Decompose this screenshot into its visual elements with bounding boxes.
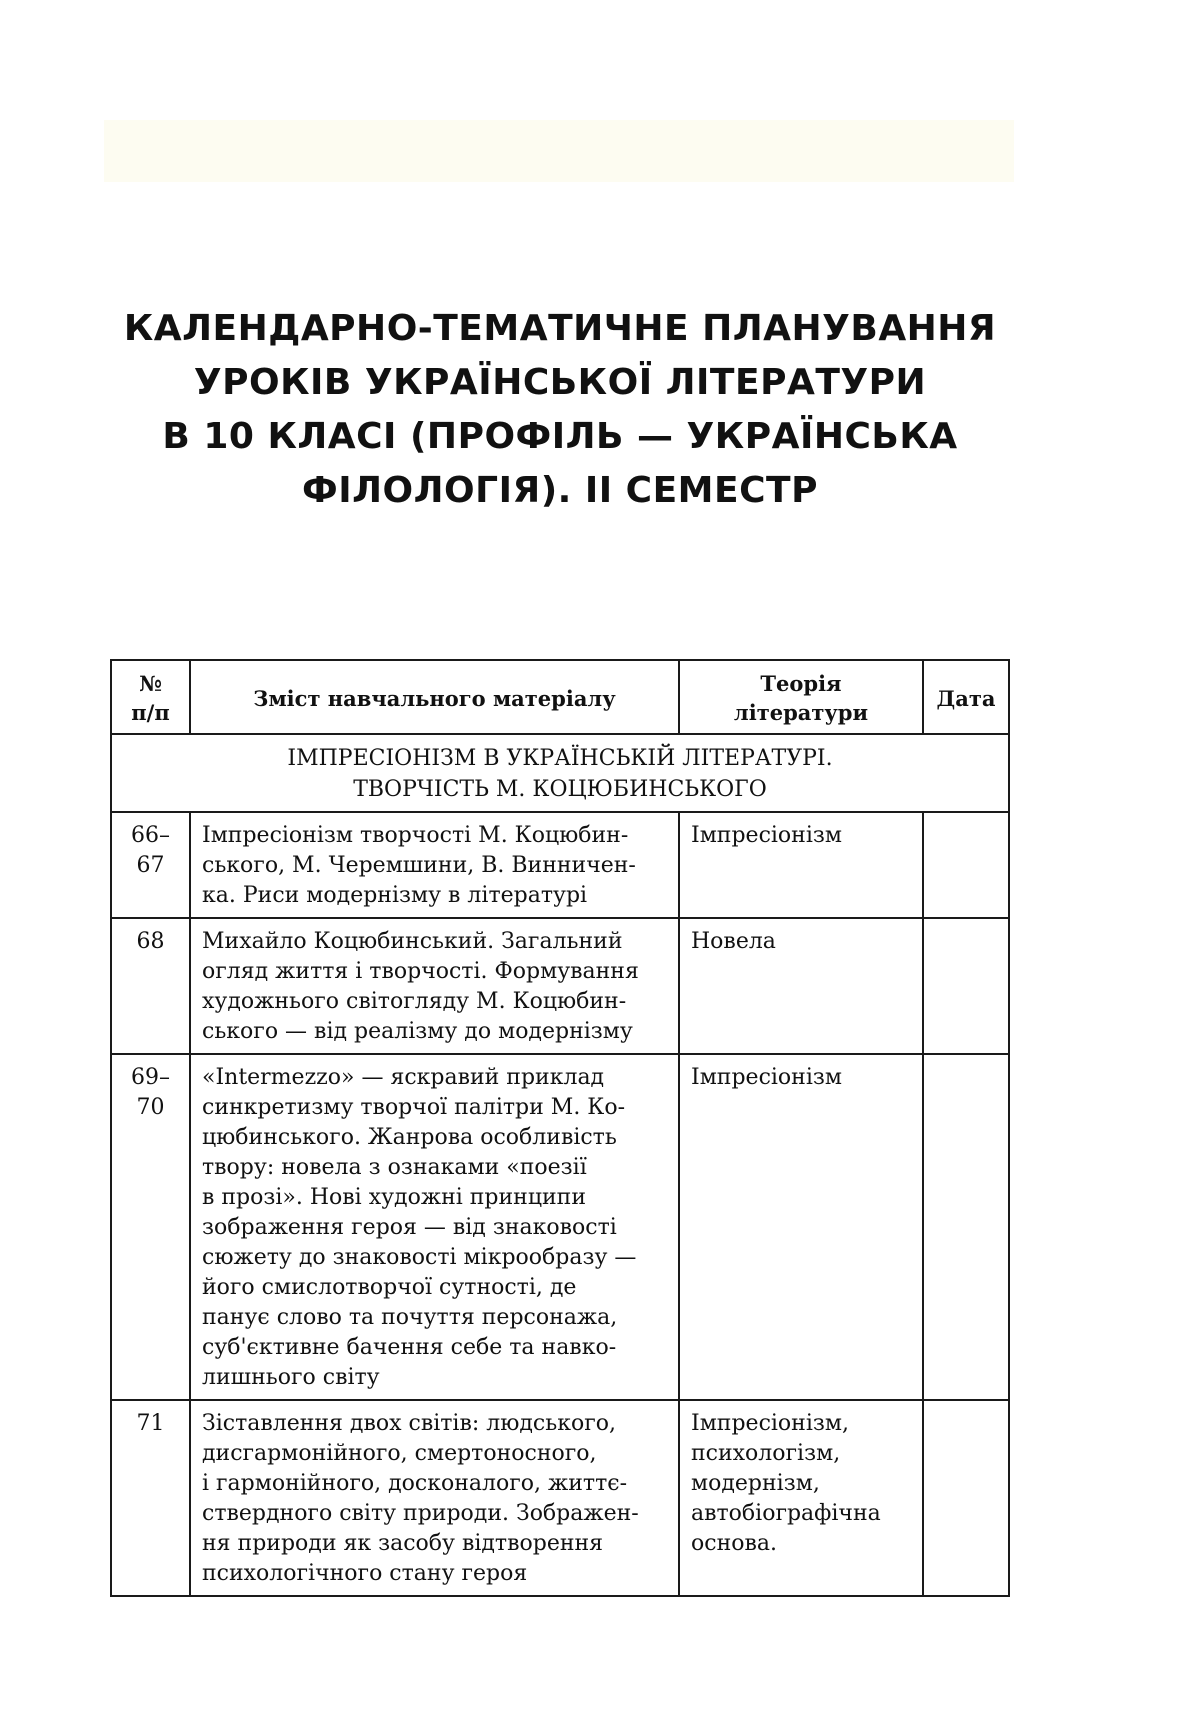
content-line: Зіставлення двох світів: людського, [202, 1411, 616, 1436]
theory-line: модернізм, [691, 1471, 820, 1496]
table-row [111, 1400, 1009, 1596]
lesson-date [923, 1400, 1009, 1596]
header-number-line: п/п [131, 700, 170, 725]
lesson-date [923, 918, 1009, 1054]
content-line: ня природи як засобу відтворення [202, 1531, 604, 1556]
content-line: ствердного світу природи. Зображен- [202, 1501, 639, 1526]
content-line: суб'єктивне бачення себе та навко- [202, 1335, 617, 1360]
title-line: В 10 КЛАСІ (ПРОФІЛЬ — УКРАЇНСЬКА [162, 416, 958, 457]
theory-line: Імпресіонізм [691, 823, 842, 848]
lesson-number-line: 66– [131, 823, 170, 848]
lesson-number [111, 918, 190, 1054]
table-row [111, 918, 1009, 1054]
header-content: Зміст навчального матеріалу [190, 660, 679, 734]
content-line: ського — від реалізму до модернізму [202, 1019, 633, 1044]
content-line: психологічного стану героя [202, 1561, 528, 1586]
top-highlight-band [104, 120, 1014, 182]
lesson-theory [679, 812, 923, 918]
section-title-line: ІМПРЕСІОНІЗМ В УКРАЇНСЬКІЙ ЛІТЕРАТУРІ. [287, 746, 833, 771]
theory-line: автобіографічна [691, 1501, 881, 1526]
lesson-theory [679, 1054, 923, 1400]
lesson-number-line: 67 [136, 853, 165, 878]
lesson-number [111, 1400, 190, 1596]
lesson-number-line: 70 [136, 1095, 165, 1120]
content-line: художнього світогляду М. Коцюбин- [202, 989, 627, 1014]
section-row [111, 734, 1009, 812]
header-number [111, 660, 190, 734]
table-row [111, 812, 1009, 918]
lesson-content [190, 1054, 679, 1400]
header-date: Дата [923, 660, 1009, 734]
title-line: КАЛЕНДАРНО-ТЕМАТИЧНЕ ПЛАНУВАННЯ [123, 308, 997, 349]
content-line: Михайло Коцюбинський. Загальний [202, 929, 623, 954]
section-title-line: ТВОРЧІСТЬ М. КОЦЮБИНСЬКОГО [353, 777, 767, 802]
theory-line: психологізм, [691, 1441, 841, 1466]
content-line: ського, М. Черемшини, В. Винничен- [202, 853, 636, 878]
content-line: «Intermezzo» — яскравий приклад [202, 1065, 605, 1090]
lesson-content [190, 1400, 679, 1596]
content-line: синкретизму творчої палітри М. Ко- [202, 1095, 626, 1120]
content-line: його смислотворчої сутності, де [202, 1275, 577, 1300]
lesson-number [111, 1054, 190, 1400]
content-line: зображення героя — від знаковості [202, 1215, 617, 1240]
content-line: лишнього світу [202, 1365, 380, 1390]
header-theory [679, 660, 923, 734]
lesson-number-line: 69– [131, 1065, 170, 1090]
content-line: Імпресіонізм творчості М. Коцюбин- [202, 823, 629, 848]
content-line: ка. Риси модернізму в літературі [202, 883, 588, 908]
content-line: і гармонійного, досконалого, життє- [202, 1471, 628, 1496]
content-line: твору: новела з ознаками «поезії [202, 1155, 587, 1180]
lesson-theory [679, 918, 923, 1054]
header-theory-line: Теорія [760, 671, 842, 696]
title-line: ФІЛОЛОГІЯ). ІІ СЕМЕСТР [302, 470, 818, 511]
header-theory-line: літератури [733, 700, 869, 725]
content-line: дисгармонійного, смертоносного, [202, 1441, 597, 1466]
lesson-theory [679, 1400, 923, 1596]
lesson-content [190, 812, 679, 918]
lesson-date [923, 812, 1009, 918]
lesson-plan-table [110, 659, 1010, 1597]
table-row [111, 1054, 1009, 1400]
theory-line: Імпресіонізм [691, 1065, 842, 1090]
lesson-number [111, 812, 190, 918]
lesson-number-line: 68 [136, 929, 165, 954]
content-line: в прозі». Нові художні принципи [202, 1185, 586, 1210]
lesson-date [923, 1054, 1009, 1400]
table-header-row [111, 660, 1009, 734]
lesson-number-line: 71 [136, 1411, 165, 1436]
content-line: цюбинського. Жанрова особливість [202, 1125, 617, 1150]
content-line: панує слово та почуття персонажа, [202, 1305, 618, 1330]
page-title [90, 302, 1030, 518]
content-line: сюжету до знаковості мікрообразу — [202, 1245, 637, 1270]
section-title [111, 734, 1009, 812]
theory-line: основа. [691, 1531, 777, 1556]
theory-line: Новела [691, 929, 776, 954]
header-number-line: № [139, 671, 162, 696]
lesson-content [190, 918, 679, 1054]
theory-line: Імпресіонізм, [691, 1411, 849, 1436]
content-line: огляд життя і творчості. Формування [202, 959, 639, 984]
title-line: УРОКІВ УКРАЇНСЬКОЇ ЛІТЕРАТУРИ [193, 362, 927, 403]
